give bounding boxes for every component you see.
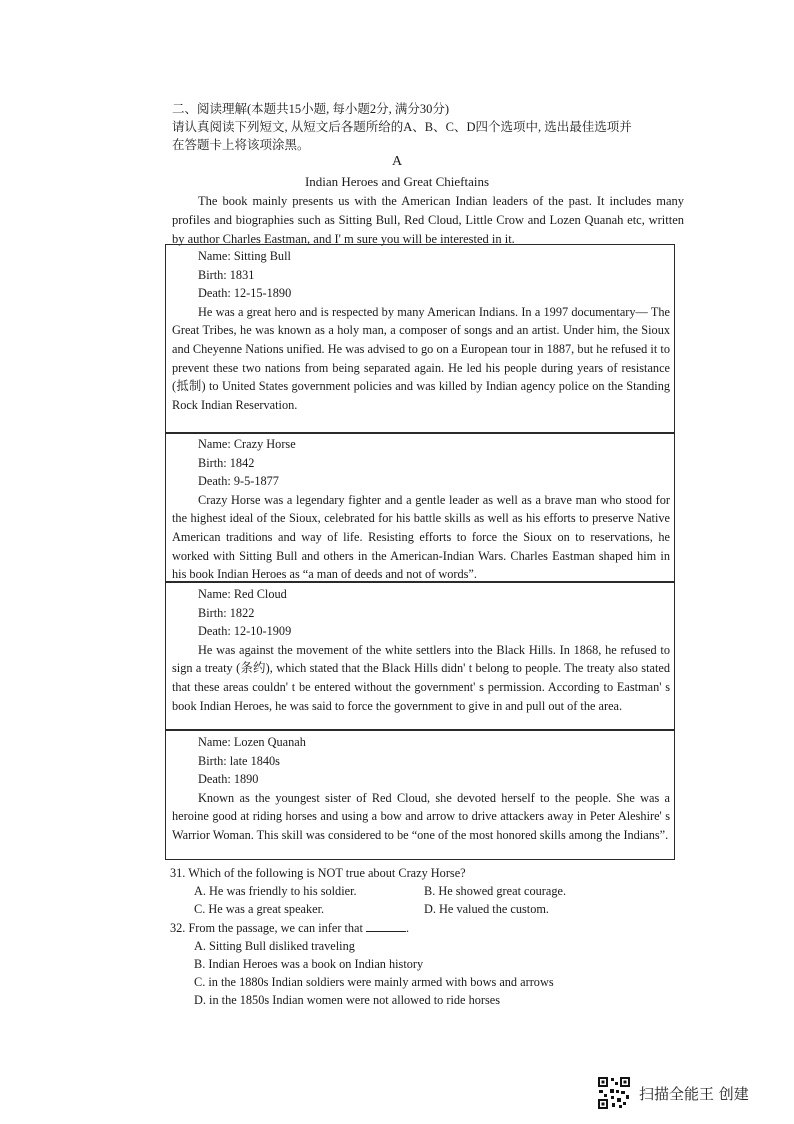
- profile-birth: Birth: late 1840s: [198, 753, 280, 768]
- qr-code-icon: [597, 1076, 631, 1110]
- watermark-text: 扫描全能王 创建: [639, 1084, 749, 1103]
- passage-letter: A: [391, 154, 403, 169]
- question-31-options-row-2: [170, 900, 690, 918]
- profile-text: Known as the youngest sister of Red Cloud, she devoted herself to the people. She was a heroine good at riding horses and using a bow and arrow to drive attackers away in Peter Aleshire' s Warrior Woman. This skill was considered to be “one of the most honored skills among the Indians”.: [172, 790, 670, 842]
- profile-birth: Birth: 1842: [198, 455, 255, 470]
- scanner-watermark: [597, 1076, 749, 1110]
- profile-box-red-cloud: [165, 582, 675, 730]
- section-header: [172, 100, 702, 154]
- question-32-stem: 32. From the passage, we can infer that: [170, 920, 363, 935]
- profile-text: Crazy Horse was a legendary fighter and a gentle leader as well as a brave man who stood for the highest ideal of the Sioux, celebrated for his battle skills as well as his efforts to preserve Native American traditions and way of life. Resisting efforts to force the Sioux on to reservations, he worked with Sitting Bull and others in the American-Indian Wars. Charles Eastman shaped him in his book Indian Heroes as “a man of deeds and not of words”.: [172, 492, 670, 582]
- answer-blank: [366, 919, 406, 932]
- instruction-line-2: 在答题卡上将该项涂黑。: [172, 138, 310, 152]
- question-32-stem-end: .: [406, 920, 410, 935]
- profile-box-crazy-horse: [165, 432, 675, 582]
- question-31-option-b[interactable]: B. He showed great courage.: [424, 884, 567, 899]
- question-32-stem-line: [170, 919, 690, 937]
- profile-death: Death: 12-10-1909: [198, 624, 292, 639]
- question-31-option-a[interactable]: A. He was friendly to his soldier.: [194, 884, 357, 899]
- section-heading: 二、阅读理解(本题共15小题, 每小题2分, 满分30分): [172, 102, 450, 116]
- profile-name: Name: Lozen Quanah: [198, 735, 306, 749]
- question-31-stem: 31. Which of the following is NOT true about Crazy Horse?: [170, 866, 466, 880]
- questions-block: [170, 864, 690, 1010]
- profile-box-sitting-bull: [165, 244, 675, 434]
- question-32-option-c[interactable]: C. in the 1880s Indian soldiers were mainly armed with bows and arrows: [194, 975, 554, 990]
- profile-name: Name: Red Cloud: [198, 587, 287, 601]
- profile-name: Name: Sitting Bull: [198, 249, 291, 263]
- question-31-options-row-1: [170, 882, 690, 900]
- profile-text: He was a great hero and is respected by many American Indians. In a 1997 documentary— The Great Tribes, he was known as a holy man, a composer of songs and an artist. Under him, the Sioux and Cheyenne Nations unified. He was advised to go on a European tour in 1887, but he refused it to prevent these two nations from being separated again. He led his people during years of resistance (抵制) to United States government policies and was killed by Indian agency police on the Standing Rock Indian Reservation.: [172, 304, 670, 412]
- profile-death: Death: 12-15-1890: [198, 286, 292, 301]
- profile-text: He was against the movement of the white settlers into the Black Hills. In 1868, he refused to sign a treaty (条约), which stated that the Black Hills didn' t belong to people. The treaty also stated that these areas couldn' t be entered without the government' s permission. According to Eastman' s book Indian Heroes, he was said to force the government to give in and pull out of the area.: [172, 642, 670, 713]
- question-32-option-a[interactable]: A. Sitting Bull disliked traveling: [194, 938, 355, 953]
- question-31-option-d[interactable]: D. He valued the custom.: [424, 902, 549, 917]
- profile-death: Death: 9-5-1877: [198, 474, 279, 489]
- profile-birth: Birth: 1831: [198, 267, 255, 282]
- question-31-option-c[interactable]: C. He was a great speaker.: [194, 902, 325, 917]
- passage-intro: The book mainly presents us with the American Indian leaders of the past. It includes many profiles and biographies such as Sitting Bull, Red Cloud, Little Crow and Lozen Quanah etc, written by author Charles Eastman, and I' m sure you will be interested in it.: [172, 194, 684, 246]
- profile-box-lozen-quanah: [165, 730, 675, 860]
- instruction-line-1: 请认真阅读下列短文, 从短文后各题所给的A、B、C、D四个选项中, 选出最佳选项并: [172, 120, 632, 134]
- profile-birth: Birth: 1822: [198, 605, 255, 620]
- profile-death: Death: 1890: [198, 772, 259, 787]
- profile-name: Name: Crazy Horse: [198, 437, 296, 451]
- question-32-option-b[interactable]: B. Indian Heroes was a book on Indian history: [194, 957, 424, 972]
- passage-title: Indian Heroes and Great Chieftains: [304, 174, 490, 189]
- question-32-option-d[interactable]: D. in the 1850s Indian women were not allowed to ride horses: [194, 993, 500, 1008]
